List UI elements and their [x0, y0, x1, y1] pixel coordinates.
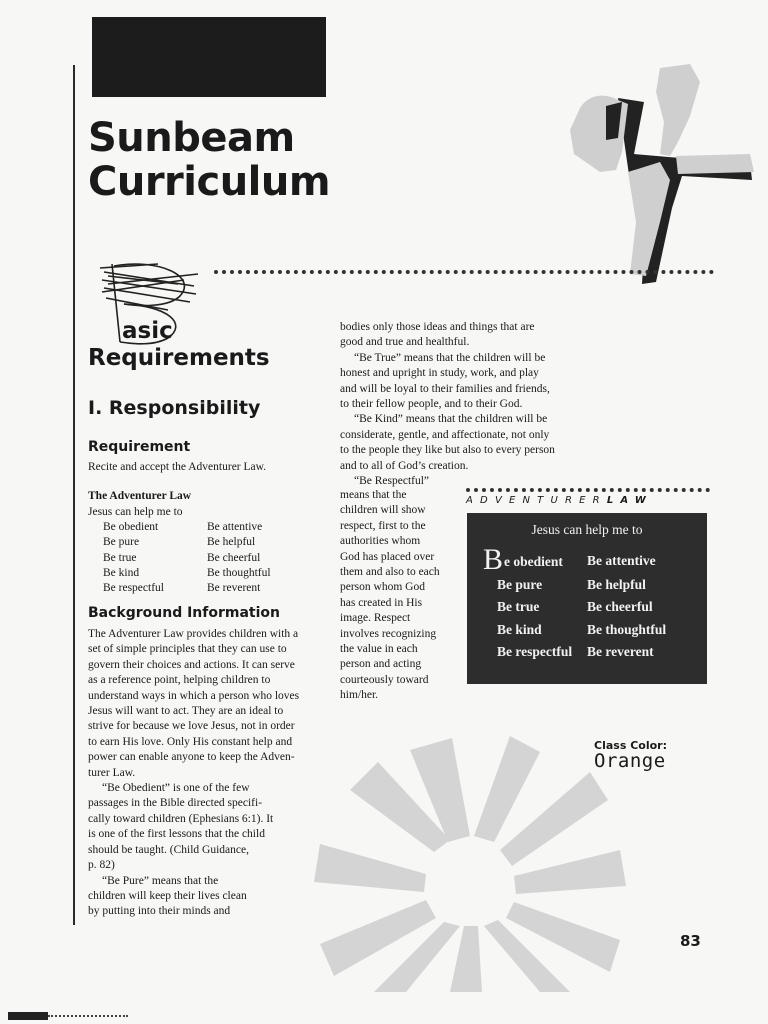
first-item-rest: e obedient [504, 554, 563, 569]
law-right-item: Be attentive [207, 521, 263, 533]
law-row [103, 566, 271, 581]
text-line: God has placed over [340, 550, 435, 563]
text-line: is one of the first lessons that the child [88, 828, 265, 841]
column-2-narrow-text [340, 488, 458, 704]
text-line: to their fellow people, and to their God. [340, 398, 523, 411]
adventurer-law-intro: Jesus can help me to [88, 506, 183, 518]
box-law-row [467, 574, 707, 597]
text-line: set of simple principles that they can use to [88, 643, 287, 656]
margin-rule [73, 65, 75, 925]
text-line: to earn His love. Only His constant help and [88, 735, 293, 748]
column-2-text [340, 320, 580, 489]
requirement-heading: Requirement [88, 439, 191, 455]
law-left-item: Be true [103, 551, 137, 564]
law-left-item: Be pure [103, 536, 140, 549]
box-law-right-item: Be attentive [587, 553, 656, 568]
box-law-left-item: Be kind [497, 621, 542, 637]
law-left-item: Be obedient [103, 521, 159, 533]
box-law-row [467, 641, 707, 664]
box-law-left-item: Be respectful [497, 644, 573, 659]
box-law-left-item: Be true [497, 599, 540, 614]
text-line: strive for because we love Jesus, not in order [88, 720, 295, 733]
text-line: Jesus will want to act. They are an ideal to [88, 705, 284, 718]
text-line: person and acting [340, 658, 422, 671]
sunbeam-figure-illustration [560, 62, 760, 287]
dotted-separator [214, 270, 714, 274]
text-line: should be taught. (Child Guidance, [88, 843, 249, 856]
text-line: them and also to each [340, 566, 440, 579]
adventurer-law-title: The Adventurer Law [88, 490, 192, 502]
title-line-2: Curriculum [88, 159, 331, 205]
text-line: children will show [340, 504, 426, 517]
box-law-right-item: Be helpful [587, 576, 646, 592]
section-heading: I. Responsibility [88, 397, 261, 419]
text-line: “Be Obedient” is one of the few [102, 782, 250, 795]
adventurer-law-list [103, 520, 271, 596]
text-line: considerate, gentle, and affectionate, not only [340, 428, 550, 441]
text-line: has created in His [340, 596, 423, 609]
law-right-item: Be helpful [207, 536, 256, 549]
adventurer-law-box [467, 513, 707, 684]
law-row [103, 551, 271, 566]
law-right-item: Be thoughtful [207, 566, 271, 579]
text-line: involves recognizing [340, 627, 437, 640]
box-heading: Jesus can help me to [531, 522, 643, 537]
text-line: good and true and healthful. [340, 336, 470, 349]
box-law-row [467, 619, 707, 642]
law-left-item: Be respectful [103, 582, 164, 595]
background-heading: Background Information [88, 605, 281, 621]
class-color-label: Class Color: [594, 739, 667, 752]
box-law-right-item: Be reverent [587, 644, 654, 659]
text-line: “Be Pure” means that the [102, 874, 219, 887]
class-color-value: Orange [594, 750, 666, 772]
text-line: children will keep their lives clean [88, 889, 247, 902]
law-right-item: Be cheerful [207, 551, 261, 564]
header-black-bar [92, 17, 326, 97]
label-plain: ADVENTURER [466, 495, 607, 506]
box-law-right-item: Be cheerful [587, 599, 653, 614]
text-line: p. 82) [88, 859, 115, 872]
text-line: understand ways in which a person who loves [88, 689, 300, 702]
text-line: by putting into their minds and [88, 905, 231, 918]
text-line: “Be Respectful” [354, 475, 430, 488]
basic-heading-line-1: asic [122, 318, 173, 344]
text-line: The Adventurer Law provides children with a [88, 628, 299, 640]
law-left-item: Be kind [103, 566, 140, 579]
box-law-right-item: Be thoughtful [587, 621, 667, 637]
box-law-row [467, 543, 707, 576]
text-line: cally toward children (Ephesians 6:1). It [88, 812, 274, 825]
adventurer-law-label [466, 495, 710, 506]
text-line: means that the [340, 489, 407, 501]
text-line: and will be loyal to their families and friends, [340, 382, 550, 395]
label-bold: LAW [606, 495, 654, 506]
box-law-row [467, 596, 707, 619]
page-number: 83 [680, 932, 701, 950]
requirement-text: Recite and accept the Adventurer Law. [88, 461, 267, 473]
text-line: honest and upright in study, work, and play [340, 367, 539, 380]
law-row [103, 581, 271, 596]
text-line: person whom God [340, 581, 425, 594]
text-line: him/her. [340, 689, 379, 702]
text-line: authorities whom [340, 535, 421, 548]
scan-mark-tail [48, 1015, 128, 1022]
box-law-list [467, 543, 707, 664]
text-line: govern their choices and actions. It can serve [88, 658, 295, 671]
text-line: “Be Kind” means that the children will be [354, 413, 548, 426]
box-law-left-item [483, 543, 587, 576]
text-line: to the people they like but also to every person [340, 444, 555, 457]
basic-requirements-heading [88, 318, 308, 372]
box-law-left-item: Be pure [497, 576, 543, 592]
basic-heading-line-2: Requirements [88, 345, 270, 371]
drop-cap: B [483, 543, 504, 576]
text-line: passages in the Bible directed specifi- [88, 797, 263, 810]
text-line: image. Respect [340, 612, 411, 625]
text-line: courteously toward [340, 673, 429, 686]
text-line: power can enable anyone to keep the Adven- [88, 751, 295, 764]
adventurer-law-box-header [466, 488, 710, 506]
law-row [103, 520, 271, 535]
text-line: the value in each [340, 643, 418, 656]
dotted-separator [466, 488, 710, 492]
page-title [88, 116, 330, 204]
text-line: turer Law. [88, 766, 136, 779]
text-line: as a reference point, helping children to [88, 674, 271, 687]
scan-mark [8, 1012, 48, 1020]
text-line: and to all of God’s creation. [340, 459, 469, 472]
title-line-1: Sunbeam [88, 115, 295, 161]
law-right-item: Be reverent [207, 582, 261, 595]
text-line: “Be True” means that the children will be [354, 351, 546, 364]
text-line: bodies only those ideas and things that are [340, 321, 535, 333]
law-row [103, 535, 271, 550]
text-line: respect, first to the [340, 519, 426, 532]
